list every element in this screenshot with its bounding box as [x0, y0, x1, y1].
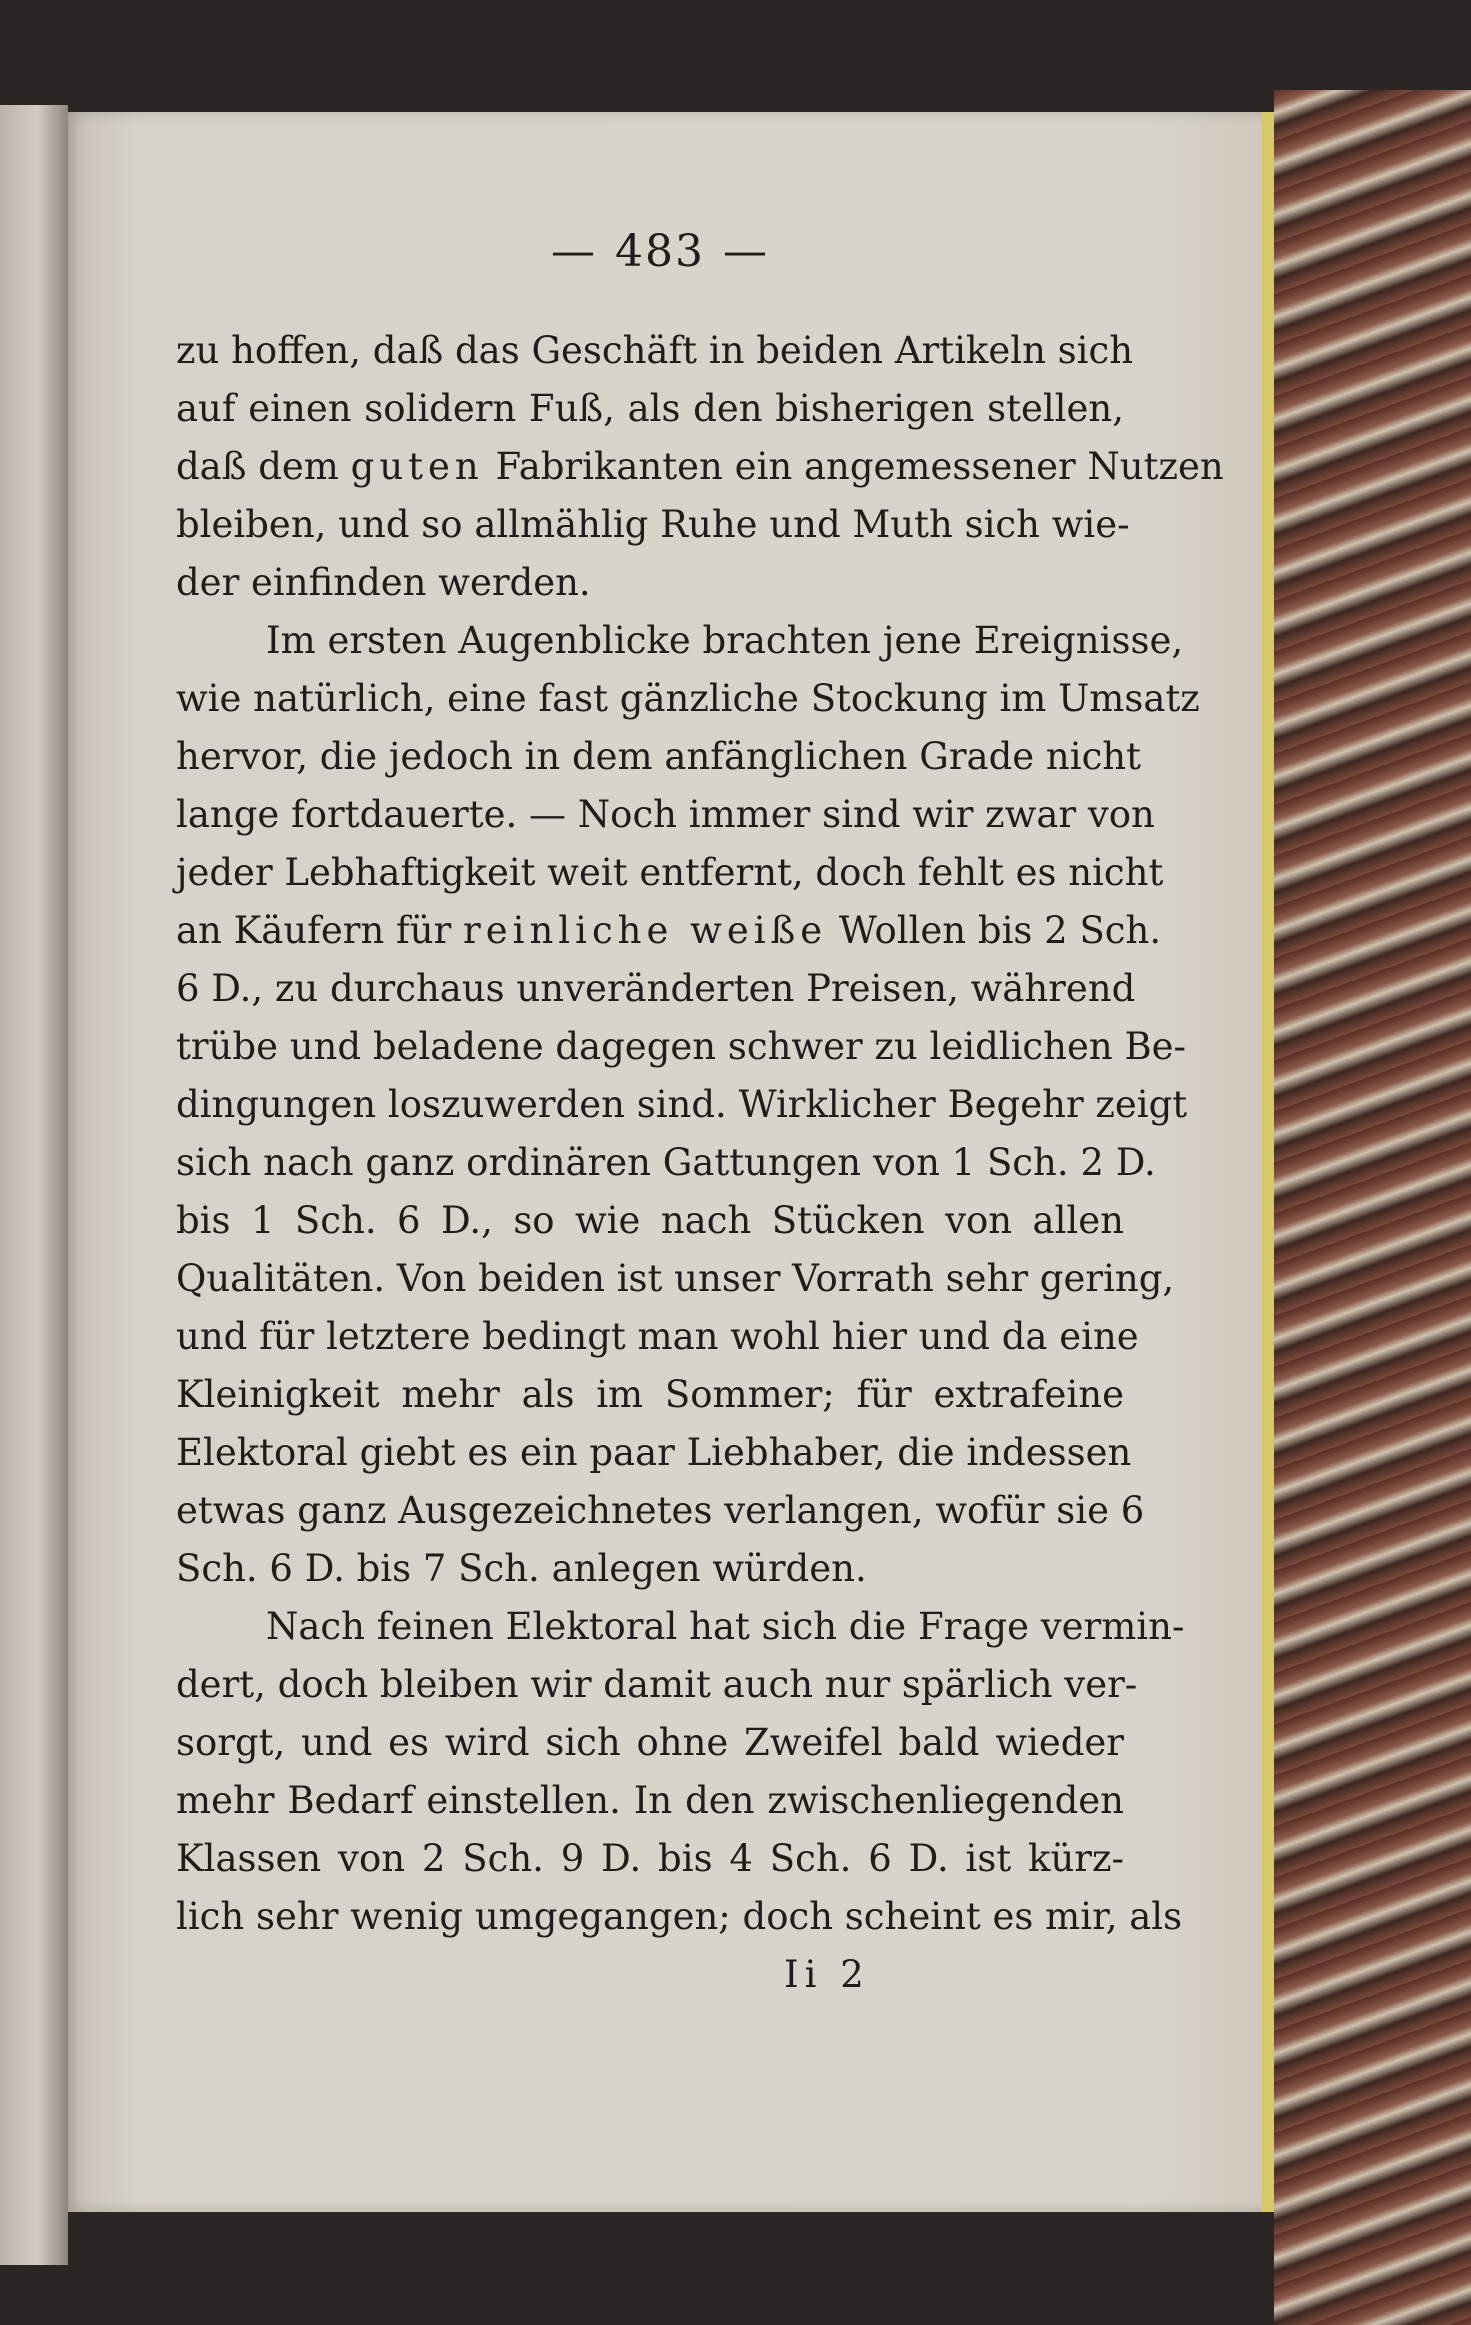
text-line: dingungen loszuwerden sind. Wirklicher Begehr zeigt: [176, 1083, 1188, 1126]
page-number: 483: [615, 226, 705, 277]
text-line: hervor, die jedoch in dem anfänglichen Grade nicht: [176, 735, 1141, 778]
text-line: zu hoffen, daß das Geschäft in beiden Artikeln sich: [176, 329, 1134, 372]
text-line: [176, 902, 1162, 960]
text-line: wie natürlich, eine fast gänzliche Stockung im Umsatz: [176, 677, 1200, 720]
spaced-text: guten: [350, 445, 484, 488]
text-line: Qualitäten. Von beiden ist unser Vorrath sehr gering,: [176, 1257, 1175, 1300]
text-span: daß dem: [176, 445, 351, 488]
text-line: Klassen von 2 Sch. 9 D. bis 4 Sch. 6 D. ist kürz-: [176, 1837, 1124, 1880]
text-line: 6 D., zu durchaus unveränderten Preisen, während: [176, 967, 1136, 1010]
text-line: und für letztere bedingt man wohl hier und da eine: [176, 1315, 1139, 1358]
text-span: Fabrikanten ein angemessener Nutzen: [483, 445, 1224, 488]
text-line: mehr Bedarf einstellen. In den zwischenliegenden: [176, 1779, 1124, 1822]
text-line: trübe und beladene dagegen schwer zu leidlichen Be-: [176, 1025, 1187, 1068]
text-line: auf einen solidern Fuß, als den bisherigen stellen,: [176, 387, 1124, 430]
page-header: [510, 226, 810, 277]
paragraph-start-line: Nach feinen Elektoral hat sich die Frage vermin-: [266, 1605, 1185, 1648]
text-line: der einfinden werden.: [176, 561, 591, 604]
text-line: [176, 438, 1224, 496]
text-line: Sch. 6 D. bis 7 Sch. anlegen würden.: [176, 1547, 867, 1590]
text-line: sich nach ganz ordinären Gattungen von 1 Sch. 2 D.: [176, 1141, 1156, 1184]
spaced-text: reinliche weiße: [463, 909, 828, 952]
text-span: an Käufern für: [176, 909, 464, 952]
text-line: etwas ganz Ausgezeichnetes verlangen, wofür sie 6: [176, 1489, 1145, 1532]
text-line: jeder Lebhaftigkeit weit entfernt, doch fehlt es nicht: [176, 851, 1164, 894]
page-gilt-edge: [1262, 112, 1274, 2212]
text-span: Wollen bis 2 Sch.: [827, 909, 1162, 952]
header-dash-right: —: [722, 226, 769, 277]
header-dash-left: —: [551, 226, 597, 277]
text-line: dert, doch bleiben wir damit auch nur spärlich ver-: [176, 1663, 1138, 1706]
text-line: bis 1 Sch. 6 D., so wie nach Stücken von allen: [176, 1199, 1124, 1242]
text-line: sorgt, und es wird sich ohne Zweifel bald wieder: [176, 1721, 1124, 1764]
text-line: Kleinigkeit mehr als im Sommer; für extrafeine: [176, 1373, 1124, 1416]
facing-page-edge: [0, 105, 68, 2265]
paragraph-start-line: Im ersten Augenblicke brachten jene Ereignisse,: [266, 619, 1184, 662]
signature-mark: Ii 2: [784, 1953, 870, 1996]
marbled-cover: [1274, 90, 1471, 2325]
text-line: bleiben, und so allmählig Ruhe und Muth sich wie-: [176, 503, 1130, 546]
body-text: [176, 322, 1224, 1946]
text-line: lich sehr wenig umgegangen; doch scheint es mir, als: [176, 1895, 1183, 1938]
text-line: lange fortdauerte. — Noch immer sind wir zwar von: [176, 793, 1155, 836]
text-line: Elektoral giebt es ein paar Liebhaber, die indessen: [176, 1431, 1132, 1474]
